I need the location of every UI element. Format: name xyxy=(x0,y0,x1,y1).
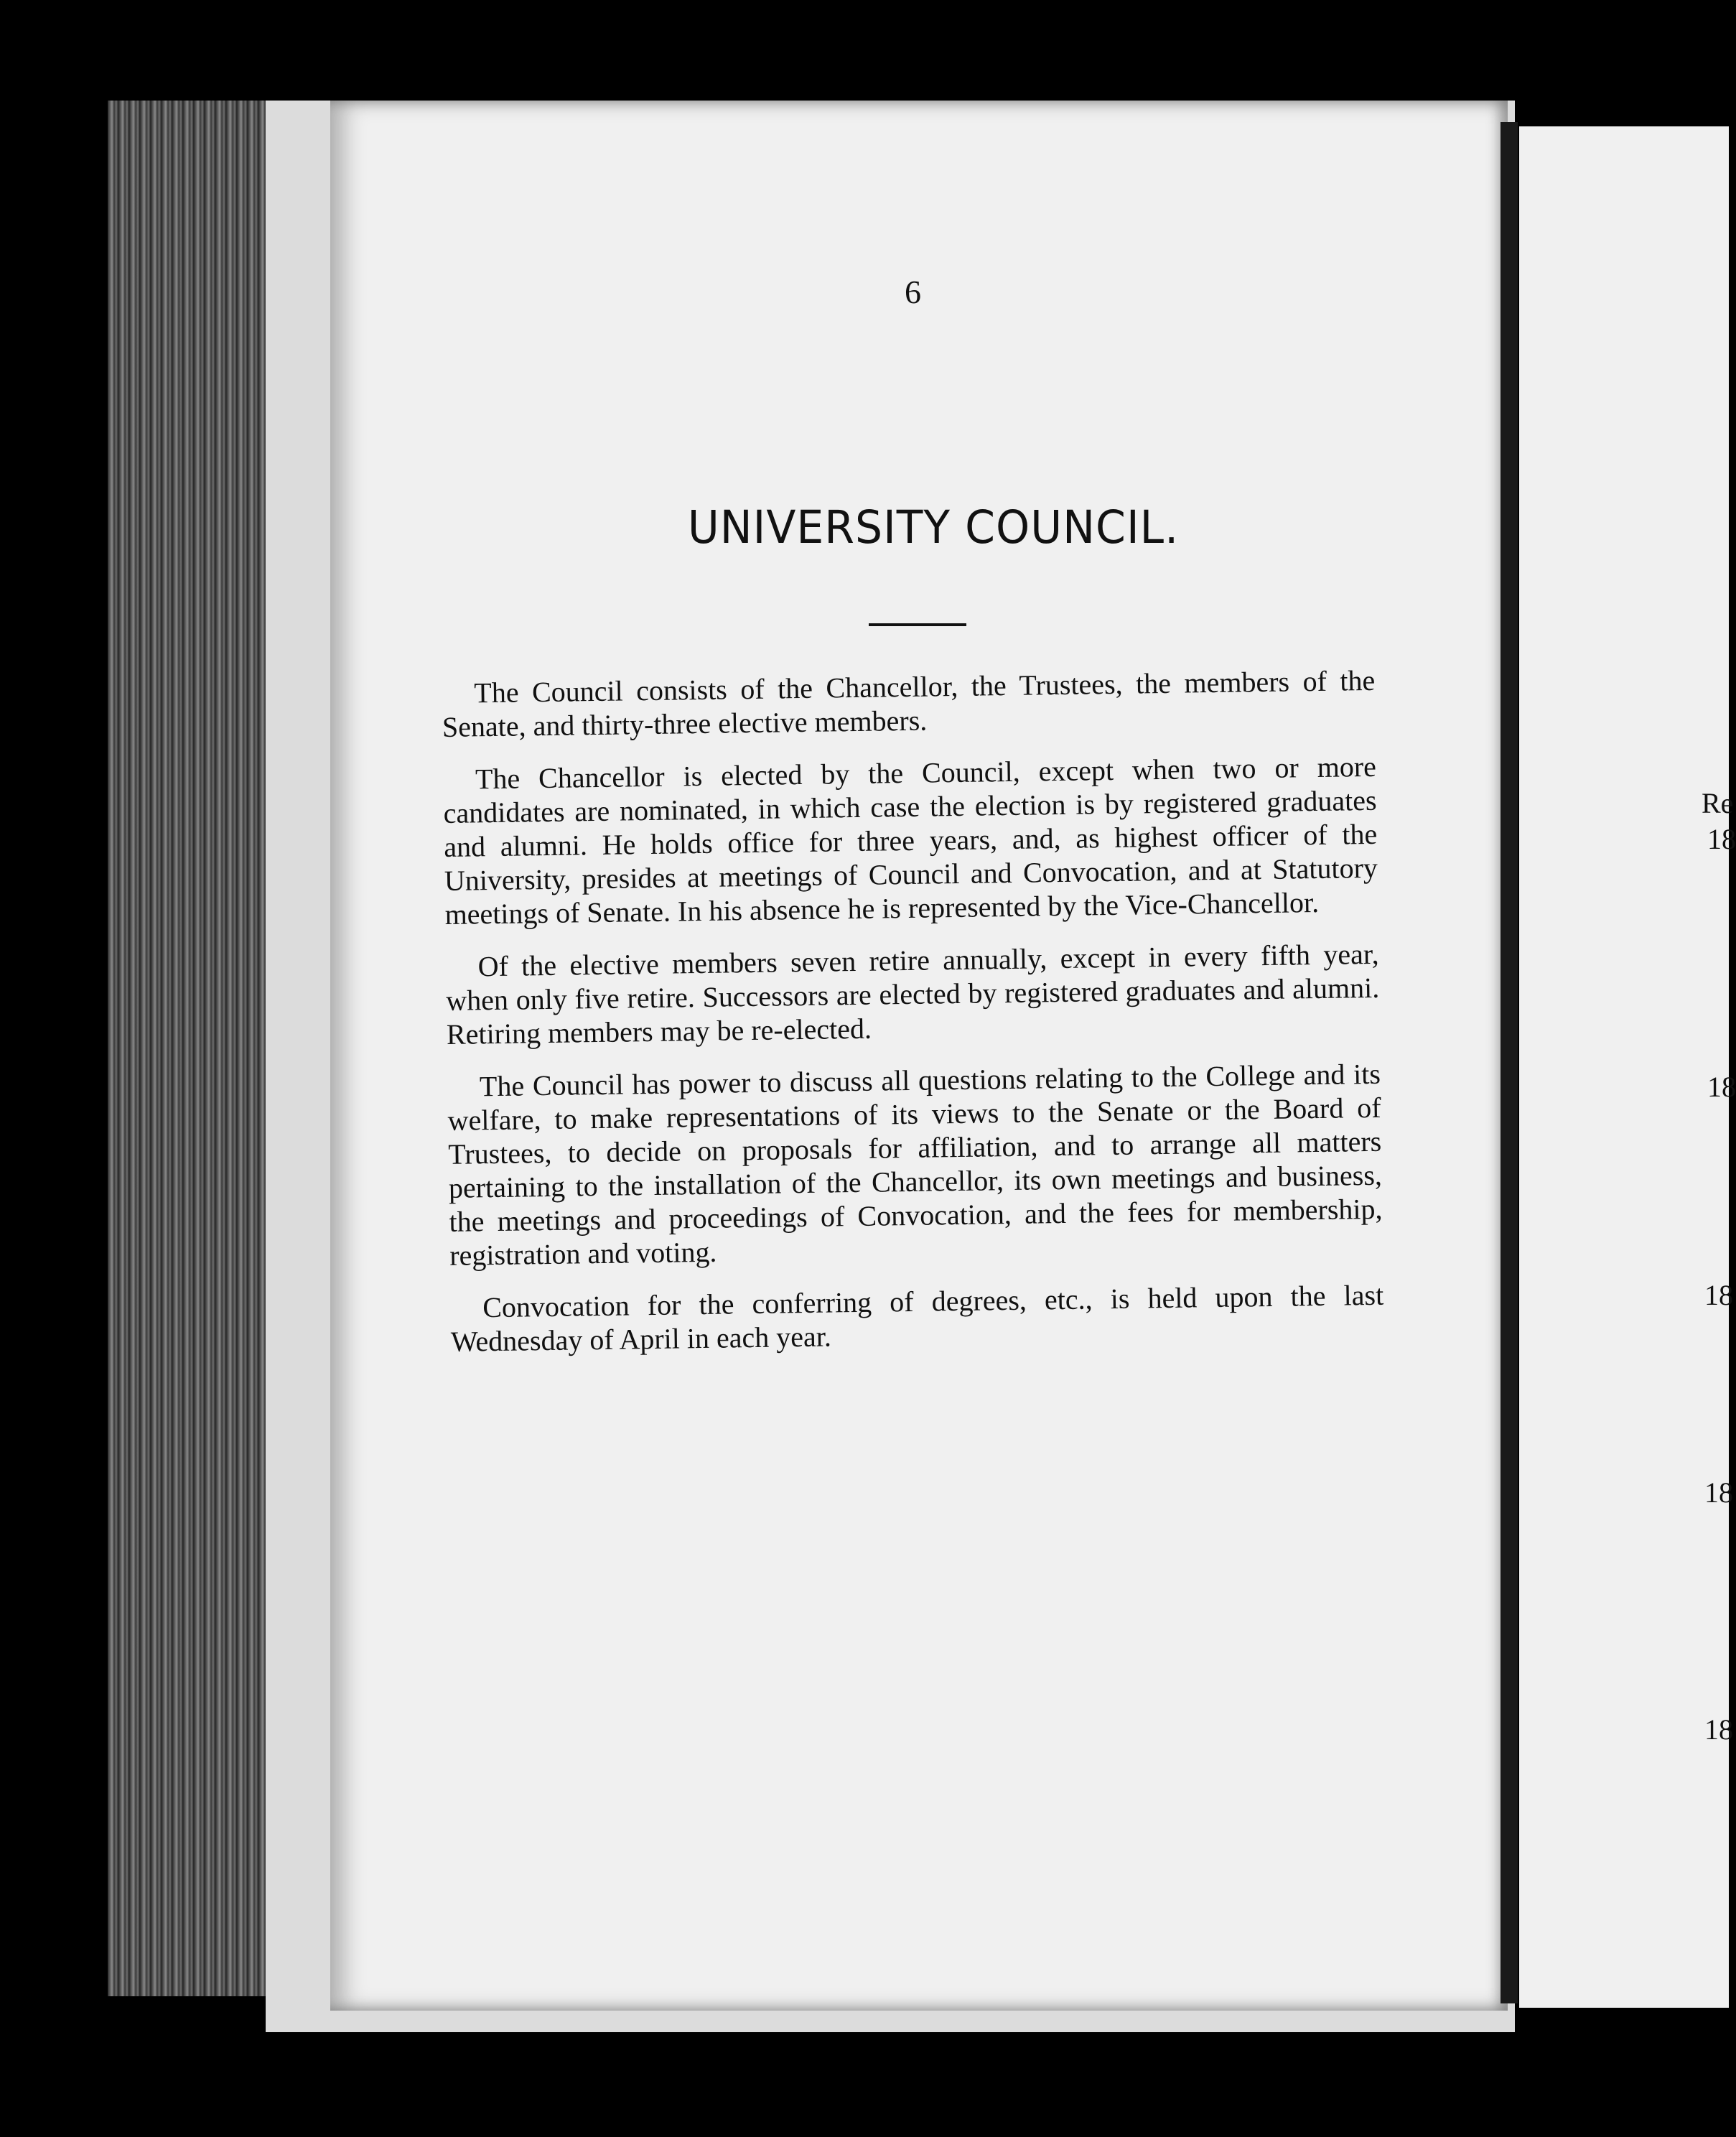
paragraph: The Council has power to discuss all questions relating to the College and its welfare, to make representations of its views to the Senate or the Board of Trustees, to decide on proposals for affiliation, and to arrange all matters pertaining to the installation of the Chancellor, its own meetings and business, the meetings and proceedings of Convocation, and the fees for membership, registration and voting. xyxy=(447,1057,1383,1272)
book-gutter xyxy=(1501,122,1518,2003)
body-text xyxy=(442,664,1385,1377)
page-number: 6 xyxy=(905,274,921,310)
book-page-edges xyxy=(108,101,287,1996)
paragraph: Convocation for the conferring of degrees, etc., is held upon the last Wednesday of April in each year. xyxy=(450,1278,1384,1358)
next-page-fragment: 18 xyxy=(1707,823,1736,855)
next-page-fragment: Re xyxy=(1702,787,1734,819)
next-page-fragment: 18 xyxy=(1707,1071,1736,1103)
next-page-fragment: 18 xyxy=(1704,1476,1733,1509)
paragraph: The Council consists of the Chancellor, the Trustees, the members of the Senate, and thirty-three elective members. xyxy=(442,664,1376,743)
paragraph: Of the elective members seven retire annually, except in every fifth year, when only five retire. Successors are elected by registered graduates and alumni. Retiring members may be re-elected. xyxy=(445,937,1380,1051)
title-rule xyxy=(869,623,966,626)
next-page-fragment: 18 xyxy=(1704,1713,1733,1746)
next-page xyxy=(1519,126,1729,2008)
paragraph: The Chancellor is elected by the Council, except when two or more candidates are nominated, in which case the election is by registered graduates and alumni. He holds office for three years, and, as highest officer of the University, presides at meetings of Council and Convocation, and at Statutory meetings of Senate. In his absence he is represented by the Vice-Chancellor. xyxy=(443,750,1378,931)
next-page-fragment: 18 xyxy=(1704,1279,1733,1311)
page-title: UNIVERSITY COUNCIL. xyxy=(687,501,1180,554)
